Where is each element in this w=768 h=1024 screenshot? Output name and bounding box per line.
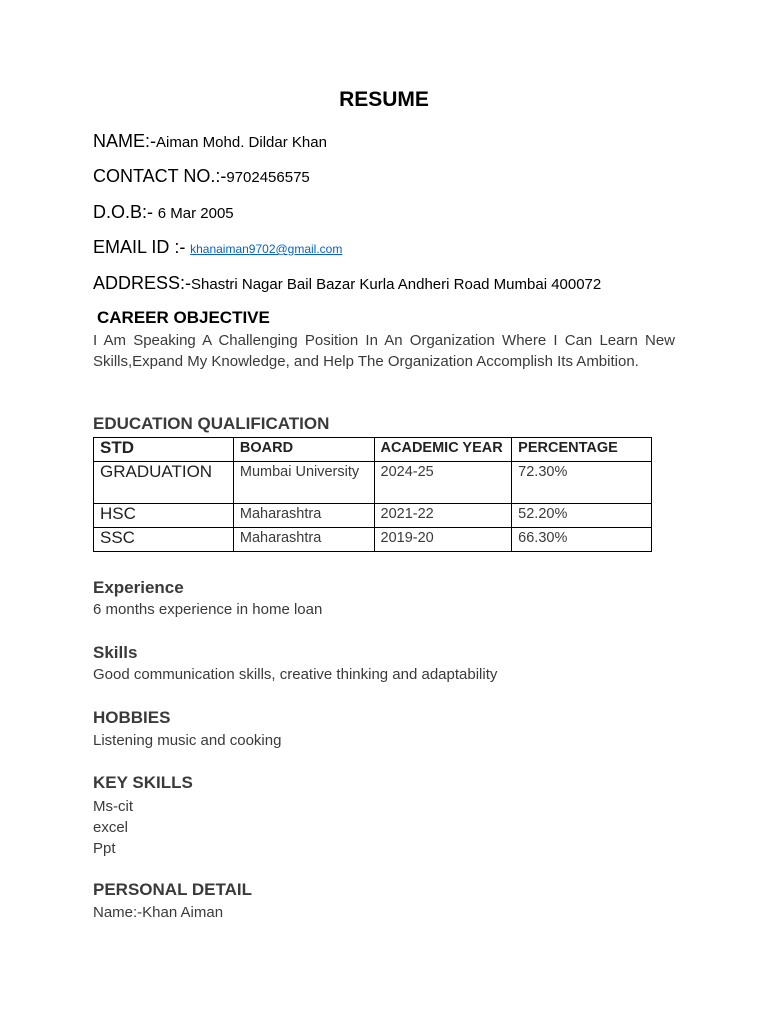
cell-year: 2024-25 bbox=[374, 462, 512, 504]
personal-detail-heading: PERSONAL DETAIL bbox=[93, 880, 252, 899]
skills-heading: Skills bbox=[93, 643, 138, 662]
cell-percentage: 72.30% bbox=[512, 462, 652, 504]
column-header-academic-year: ACADEMIC YEAR bbox=[374, 438, 512, 462]
table-row bbox=[94, 528, 652, 552]
page-title: RESUME bbox=[339, 88, 429, 111]
experience-heading: Experience bbox=[93, 578, 184, 597]
cell-std: HSC bbox=[94, 504, 234, 528]
cell-std: SSC bbox=[94, 528, 234, 552]
education-table bbox=[93, 437, 652, 552]
career-objective-heading: CAREER OBJECTIVE bbox=[97, 308, 270, 327]
experience-text: 6 months experience in home loan bbox=[93, 601, 323, 618]
column-header-std: STD bbox=[94, 438, 234, 462]
table-row bbox=[94, 462, 652, 504]
personal-detail-text: Name:-Khan Aiman bbox=[93, 904, 224, 921]
contact-value: 9702456575 bbox=[226, 169, 310, 186]
contact-line bbox=[93, 166, 310, 187]
list-item: Ms-cit bbox=[93, 798, 133, 815]
address-value: Shastri Nagar Bail Bazar Kurla Andheri Road Mumbai 400072 bbox=[191, 276, 602, 293]
table-row bbox=[94, 504, 652, 528]
address-label: ADDRESS:- bbox=[93, 273, 192, 293]
career-objective-text: I Am Speaking A Challenging Position In An Organization Where I Can Learn New Skills,Expand My Knowledge, and Help The Organization Accomplish Its Ambition. bbox=[93, 332, 675, 370]
column-header-percentage: PERCENTAGE bbox=[512, 438, 652, 462]
cell-board: Mumbai University bbox=[233, 462, 374, 504]
cell-year: 2019-20 bbox=[374, 528, 512, 552]
dob-value: 6 Mar 2005 bbox=[157, 205, 234, 222]
email-link[interactable]: khanaiman9702@gmail.com bbox=[190, 242, 343, 256]
cell-board: Maharashtra bbox=[233, 504, 374, 528]
skills-text: Good communication skills, creative thinking and adaptability bbox=[93, 666, 498, 683]
name-value: Aiman Mohd. Dildar Khan bbox=[156, 134, 327, 151]
education-heading: EDUCATION QUALIFICATION bbox=[93, 414, 330, 433]
contact-label: CONTACT NO.:- bbox=[93, 166, 227, 186]
name-label: NAME:- bbox=[93, 131, 156, 151]
cell-std: GRADUATION bbox=[94, 462, 234, 504]
email-label: EMAIL ID :- bbox=[93, 237, 186, 257]
cell-percentage: 52.20% bbox=[512, 504, 652, 528]
table-header-row bbox=[94, 438, 652, 462]
cell-percentage: 66.30% bbox=[512, 528, 652, 552]
cell-year: 2021-22 bbox=[374, 504, 512, 528]
column-header-board: BOARD bbox=[233, 438, 374, 462]
list-item: Ppt bbox=[93, 840, 116, 857]
hobbies-heading: HOBBIES bbox=[93, 708, 171, 727]
key-skills-list bbox=[93, 796, 133, 859]
list-item: excel bbox=[93, 819, 129, 836]
key-skills-heading: KEY SKILLS bbox=[93, 773, 193, 792]
email-line bbox=[93, 237, 342, 258]
dob-label: D.O.B:- bbox=[93, 202, 154, 222]
hobbies-text: Listening music and cooking bbox=[93, 732, 282, 749]
address-line bbox=[93, 273, 601, 294]
dob-line bbox=[93, 202, 234, 223]
name-line bbox=[93, 131, 327, 152]
cell-board: Maharashtra bbox=[233, 528, 374, 552]
